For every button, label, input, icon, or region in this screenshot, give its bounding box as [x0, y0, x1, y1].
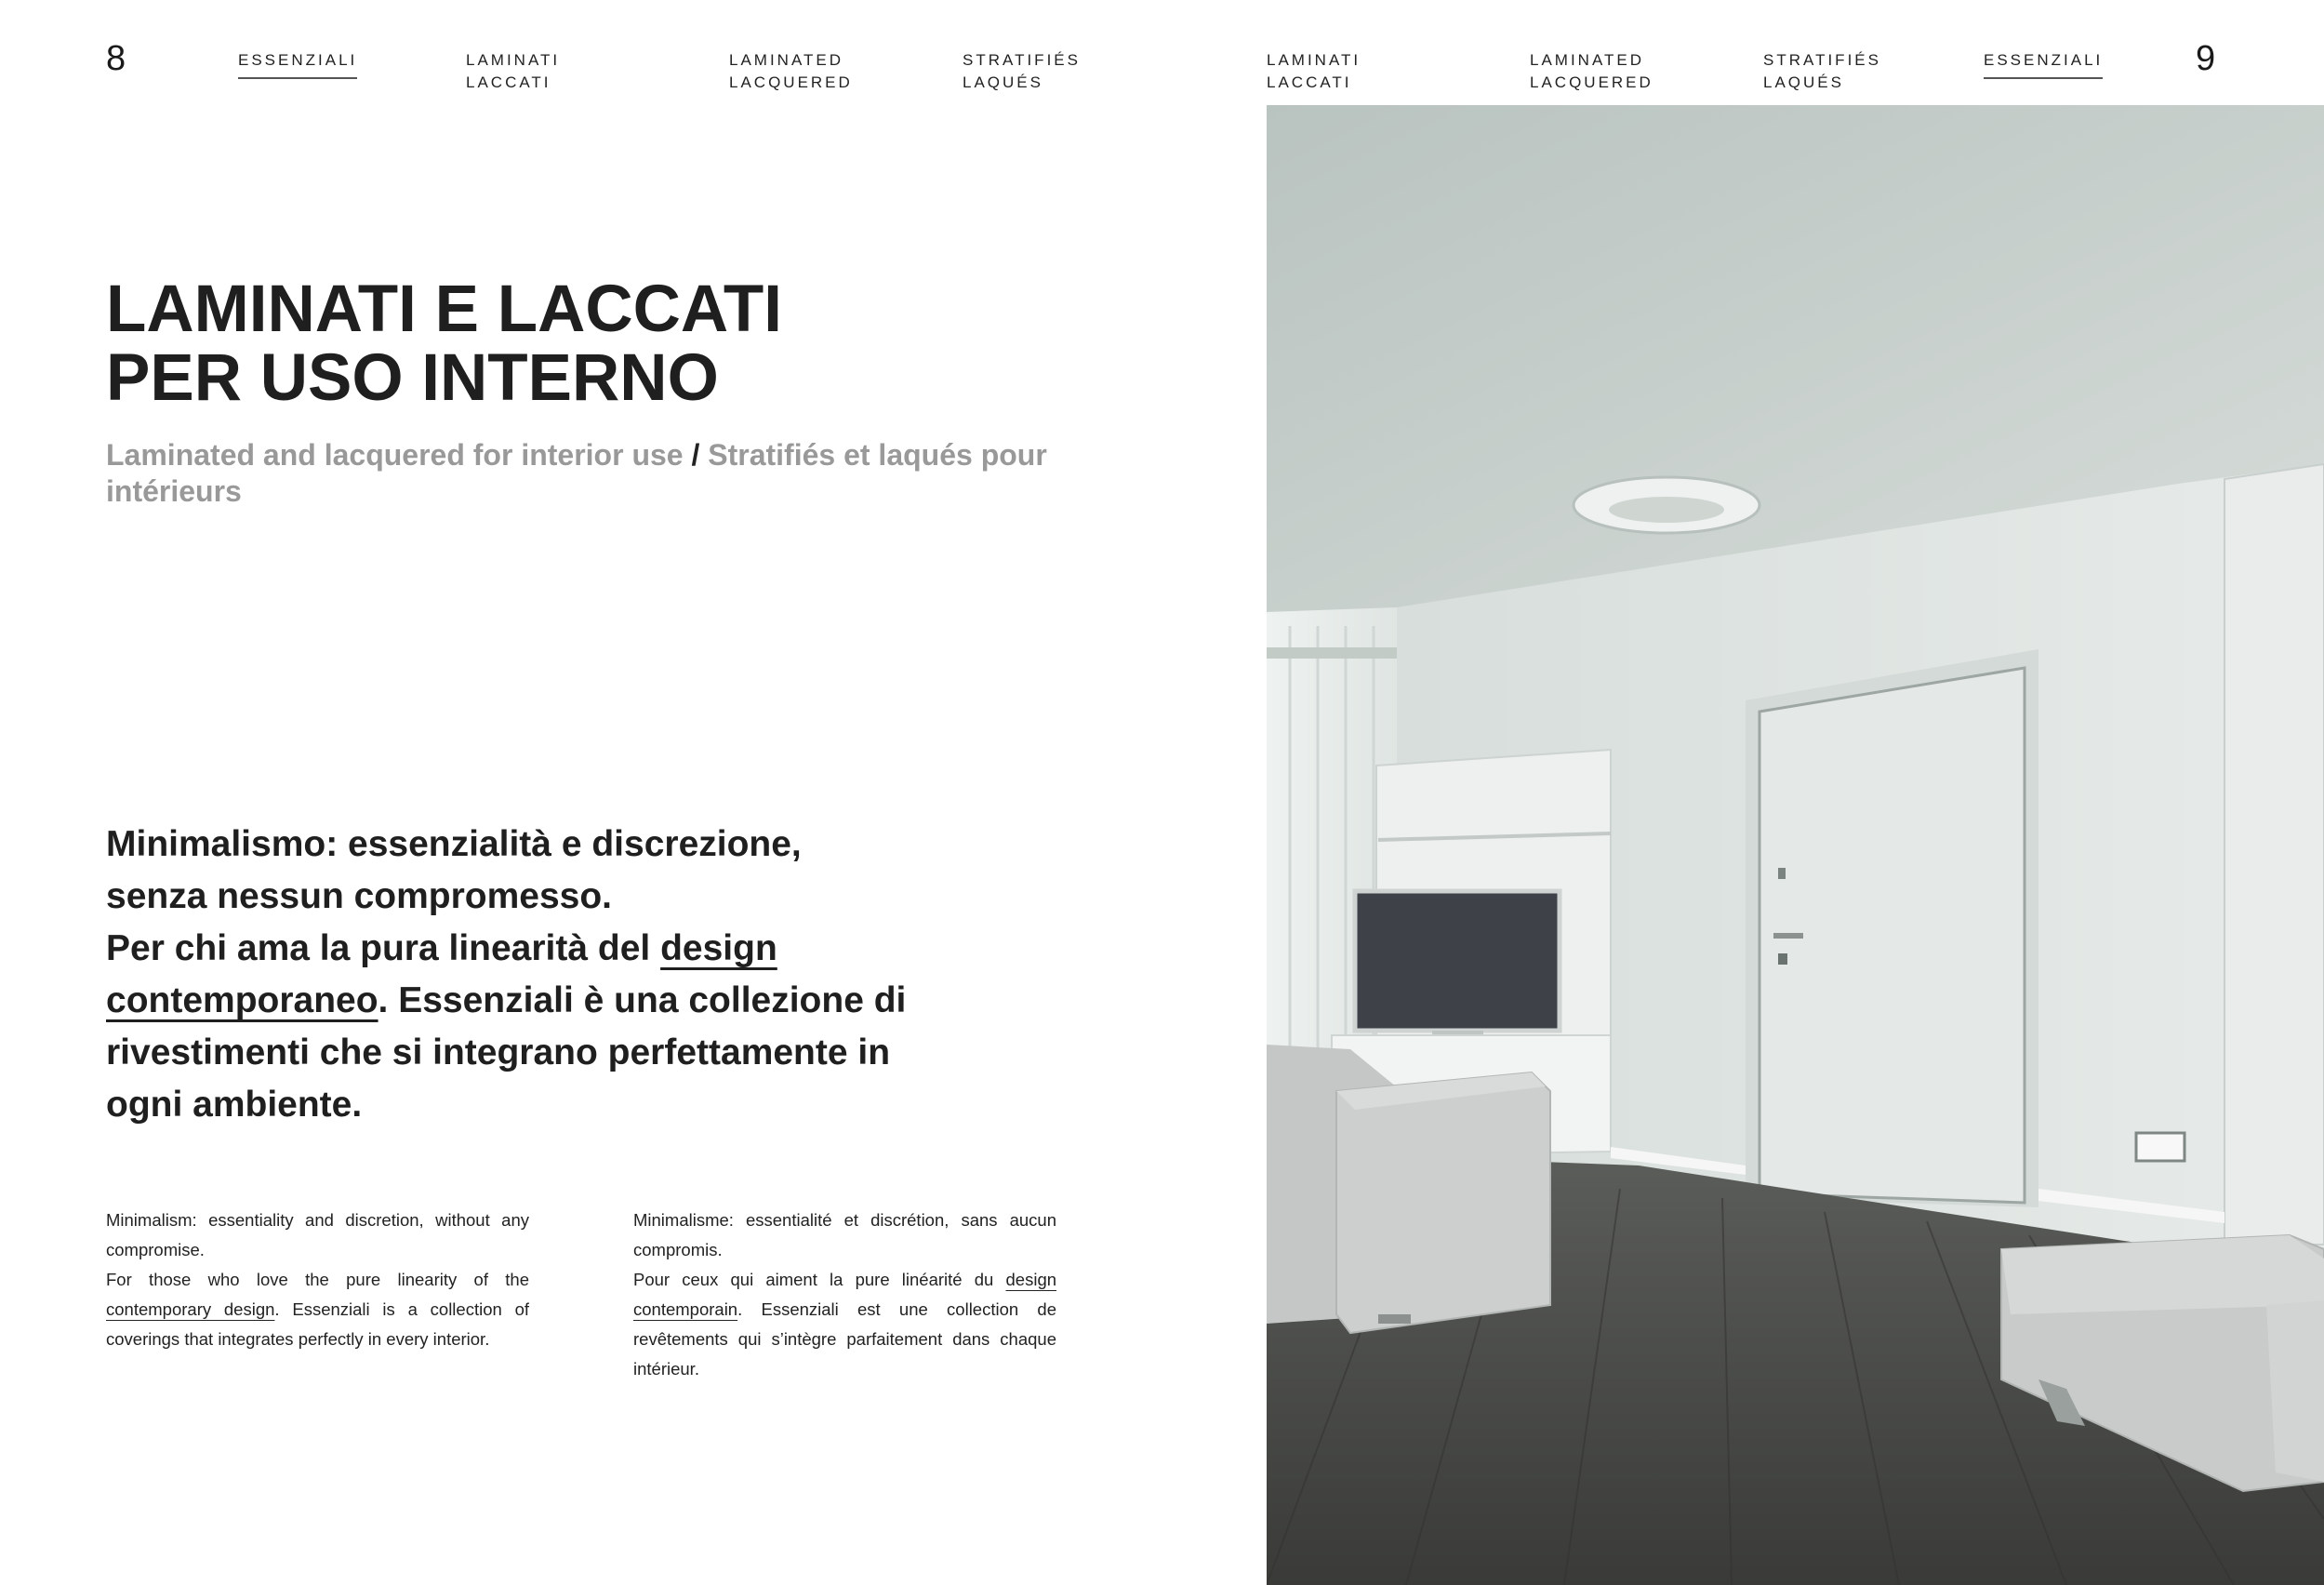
door-lock [1778, 953, 1787, 965]
french-text [633, 1205, 1056, 1384]
lead-line: Minimalismo: essenzialità e discrezione, [106, 824, 802, 864]
door-handle [1773, 933, 1803, 939]
nav-essenziali-right[interactable] [1984, 49, 2103, 79]
nav-label: ESSENZIALI [1984, 51, 2104, 69]
curtain-rail [1267, 647, 1397, 659]
nav-label: LAMINATI [466, 51, 561, 69]
lead-line: Per chi ama la pura linearità del [106, 928, 651, 968]
nav-label: STRATIFIÉS [963, 51, 1081, 69]
nav-label: LAMINATED [1530, 51, 1645, 69]
fr-design-link[interactable]: design contemporain [633, 1270, 1057, 1319]
fr-text: . Essenziali est une collection de revêtements qui s’intègre parfaitement dans chaque intérieur. [633, 1299, 1056, 1379]
nav-label: LACQUERED [729, 73, 853, 91]
en-text: For those who love the pure linearity of the [106, 1270, 529, 1289]
en-text: Minimalism: essentiality and discretion, without any compromise. [106, 1210, 529, 1259]
sofa-left-arm [1336, 1072, 1550, 1333]
nav-label: ESSENZIALI [238, 51, 358, 69]
fr-text: Pour ceux qui aiment la pure linéarité du [633, 1270, 994, 1289]
lead-line: senza nessun compromesso. [106, 876, 613, 916]
right-page-number: 9 [2196, 39, 2216, 78]
nav-label: STRATIFIÉS [1763, 51, 1881, 69]
subtitle-fr: Stratifiés et laqués pour intérieurs [106, 438, 1047, 508]
nav-laminati-laccati-left[interactable] [466, 49, 560, 94]
nav-laminati-laccati-right[interactable] [1267, 49, 1361, 94]
nav-essenziali-left[interactable] [238, 49, 357, 79]
ceiling-lamp-inner [1609, 497, 1724, 523]
subtitle-en: Laminated and lacquered for interior use [106, 438, 684, 472]
nav-stratifies-laques-right[interactable] [1763, 49, 1881, 94]
en-design-link[interactable]: contemporary design [106, 1299, 275, 1319]
nav-laminated-lacquered-left[interactable] [729, 49, 853, 94]
interior-photo [1267, 105, 2324, 1585]
nav-label: LACCATI [1267, 73, 1352, 91]
subtitle-separator: / [691, 438, 700, 472]
english-text [106, 1205, 529, 1354]
lead-line: . Essenziali è una collezione di rivestimenti che si integrano perfettamente in ogni ambiente. [106, 980, 907, 1125]
chaise-arm [2266, 1300, 2324, 1482]
nav-stratifies-laques-left[interactable] [963, 49, 1081, 94]
nav-label: LACCATI [466, 73, 551, 91]
title-line: LAMINATI E LACCATI [106, 273, 782, 346]
left-page-number: 8 [106, 39, 126, 78]
page-title [106, 275, 782, 413]
door-peephole [1778, 868, 1786, 879]
nav-label: LAMINATI [1267, 51, 1361, 69]
interior-photo-illustration [1267, 105, 2324, 1585]
nav-label: LAQUÉS [1763, 73, 1844, 91]
lead-design-link[interactable]: design contemporaneo [106, 928, 777, 1020]
nav-label: LAMINATED [729, 51, 844, 69]
nav-label: LACQUERED [1530, 73, 1653, 91]
fr-text: Minimalisme: essentialité et discrétion, sans aucun compromis. [633, 1210, 1056, 1259]
subtitle [106, 437, 1082, 510]
lead-paragraph [106, 819, 924, 1131]
en-text: . Essenziali is a collection of coverings that integrates perfectly in every interior. [106, 1299, 529, 1349]
sofa-left-leg [1378, 1314, 1411, 1324]
chaise-right-top [2001, 1235, 2324, 1314]
tv-screen [1355, 891, 1560, 1031]
right-wall-panel [2224, 464, 2324, 1245]
wall-socket [2136, 1133, 2185, 1161]
nav-laminated-lacquered-right[interactable] [1530, 49, 1653, 94]
nav-label: LAQUÉS [963, 73, 1043, 91]
title-line: PER USO INTERNO [106, 341, 719, 415]
